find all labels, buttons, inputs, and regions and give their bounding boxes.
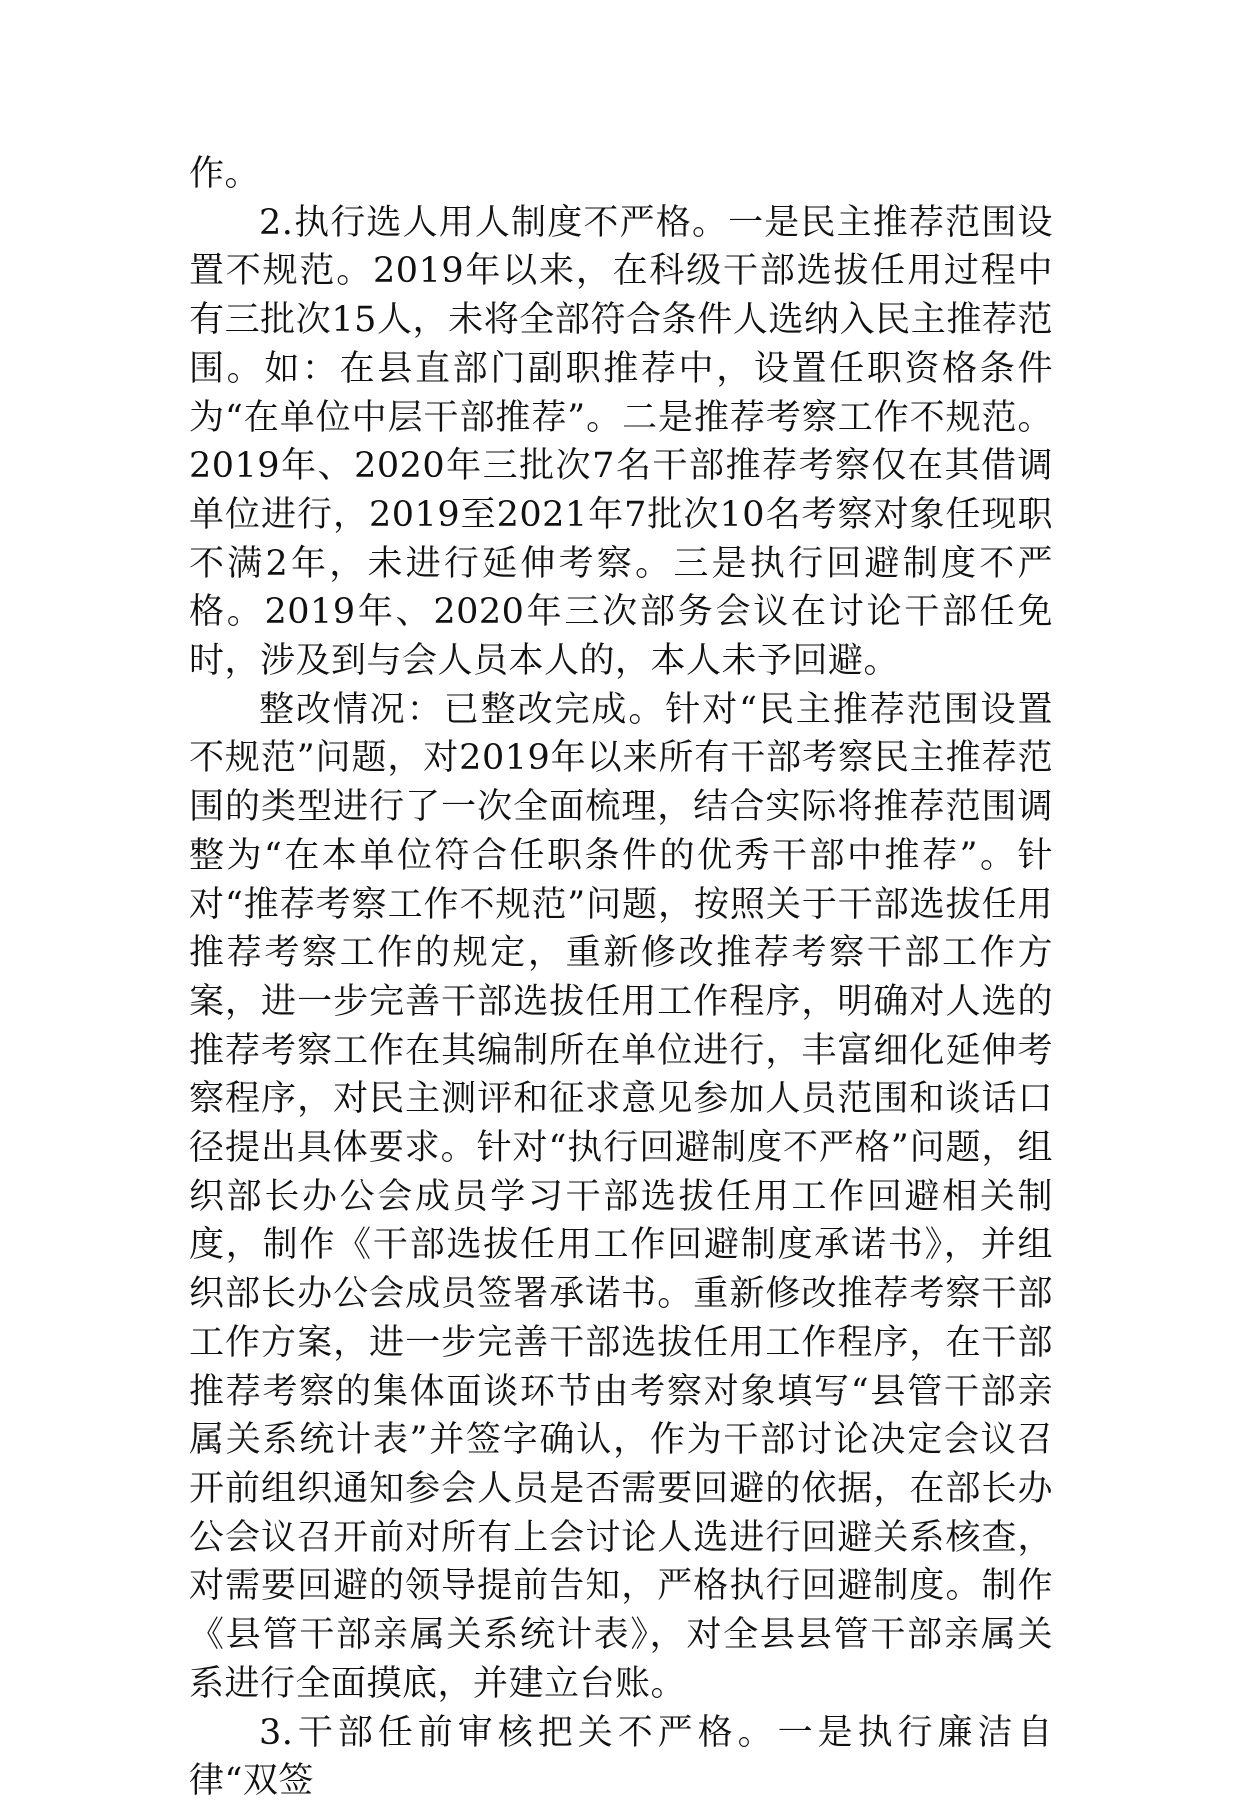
- paragraph-item-3: 3.干部任前审核把关不严格。一是执行廉洁自律“双签: [189, 1712, 1053, 1802]
- paragraph-rectification-status: 整改情况：已整改完成。针对“民主推荐范围设置不规范”问题，对2019年以来所有干部考察民主推荐范围的类型进行了一次全面梳理，结合实际将推荐范围调整为“在本单位符合任职条件的优秀干部中推荐”。针对“推荐考察工作不规范”问题，按照关于干部选拔任用推荐考察工作的规定，重新修改推荐考察干部工作方案，进一步完善干部选拔任用工作程序，明确对人选的推荐考察工作在其编制所在单位进行，丰富细化延伸考察程序，对民主测评和征求意见参加人员范围和谈话口径提出具体要求。针对“执行回避制度不严格”问题，组织部长办公会成员学习干部选拔任用工作回避相关制度，制作《干部选拔任用工作回避制度承诺书》，并组织部长办公会成员签署承诺书。重新修改推荐考察干部工作方案，进一步完善干部选拔任用工作程序，在干部推荐考察的集体面谈环节由考察对象填写“县管干部亲属关系统计表”并签字确认，作为干部讨论决定会议召开前组织通知参会人员是否需要回避的依据，在部长办公会议召开前对所有上会讨论人选进行回避关系核查，对需要回避的领导提前告知，严格执行回避制度。制作《县管干部亲属关系统计表》，对全县县管干部亲属关系进行全面摸底，并建立台账。: [189, 689, 1053, 1704]
- document-body: [189, 150, 1053, 1806]
- paragraph-item-2: 2.执行选人用人制度不严格。一是民主推荐范围设置不规范。2019年以来，在科级干部选拔任用过程中有三批次15人，未将全部符合条件人选纳入民主推荐范围。如：在县直部门副职推荐中，设置任职资格条件为“在单位中层干部推荐”。二是推荐考察工作不规范。2019年、2020年三批次7名干部推荐考察仅在其借调单位进行，2019至2021年7批次10名考察对象任现职不满2年，未进行延伸考察。三是执行回避制度不严格。2019年、2020年三次部务会议在讨论干部任免时，涉及到与会人员本人的，本人未予回避。: [189, 202, 1053, 682]
- paragraph-continuation: 作。: [189, 154, 261, 194]
